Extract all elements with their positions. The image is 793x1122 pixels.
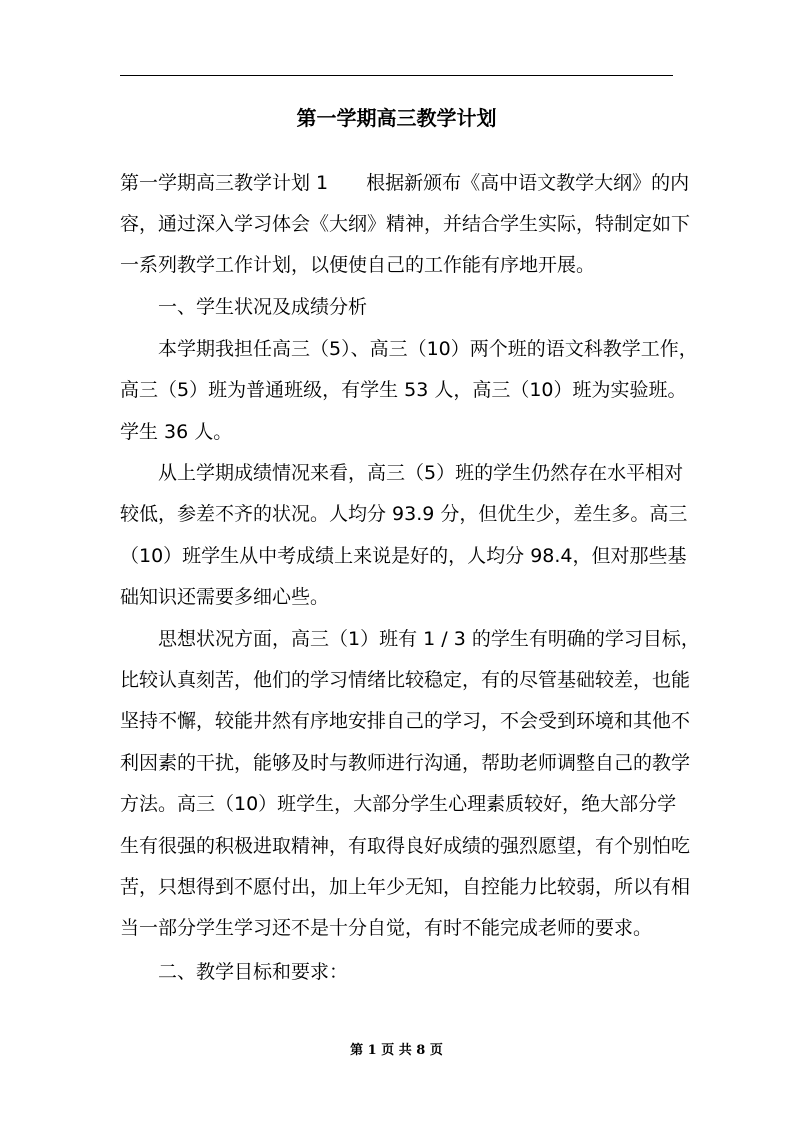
paragraph-line: 苦，只想得到不愿付出，加上年少无知，自控能力比较弱，所以有相 [120, 876, 691, 898]
paragraph-line: 坚持不懈，较能井然有序地安排自己的学习，不会受到环境和其他不 [120, 710, 691, 732]
intro-title: 第一学期高三教学计划 1 [120, 172, 329, 194]
section-heading: 一、学生状况及成绩分析 [158, 296, 368, 318]
paragraph-line: 思想状况方面，高三（1）班有 1 / 3 的学生有明确的学习目标， [158, 628, 700, 650]
paragraph-line: 生有很强的积极进取精神，有取得良好成绩的强烈愿望，有个别怕吃 [120, 835, 691, 857]
paragraph-line: 学生 36 人。 [120, 421, 233, 443]
paragraph-line [120, 169, 689, 197]
paragraph-line: （10）班学生从中考成绩上来说是好的，人均分 98.4，但对那些基 [120, 545, 687, 567]
paragraph-line: 从上学期成绩情况来看，高三（5）班的学生仍然存在水平相对 [158, 462, 684, 484]
paragraph-line: 方法。高三（10）班学生，大部分学生心理素质较好，绝大部分学 [120, 793, 677, 815]
section-heading: 二、教学目标和要求： [158, 961, 349, 983]
paragraph-line: 础知识还需要多细心些。 [120, 586, 330, 608]
paragraph-line: 本学期我担任高三（5）、高三（10）两个班的语文科教学工作， [158, 338, 698, 360]
paragraph-line: 利因素的干扰，能够及时与教师进行沟通，帮助老师调整自己的教学 [120, 752, 691, 774]
paragraph-line: 比较认真刻苦，他们的学习情绪比较稳定，有的尽管基础较差，也能 [120, 669, 691, 691]
paragraph-line: 一系列教学工作计划，以便使自己的工作能有序地开展。 [120, 254, 596, 276]
paragraph-line: 高三（5）班为普通班级，有学生 53 人，高三（10）班为实验班。 [120, 379, 687, 401]
document-title: 第一学期高三教学计划 [296, 106, 497, 130]
intro-text: 根据新颁布《高中语文教学大纲》的内 [366, 172, 690, 194]
paragraph-line: 较低，参差不齐的状况。人均分 93.9 分，但优生少，差生多。高三 [120, 503, 688, 525]
page-number: 第 1 页 共 8 页 [350, 1043, 443, 1058]
paragraph-line: 当一部分学生学习还不是十分自觉，有时不能完成老师的要求。 [120, 917, 653, 939]
paragraph-line: 容，通过深入学习体会《大纲》精神，并结合学生实际，特制定如下 [120, 213, 691, 235]
header-rule [120, 75, 673, 76]
